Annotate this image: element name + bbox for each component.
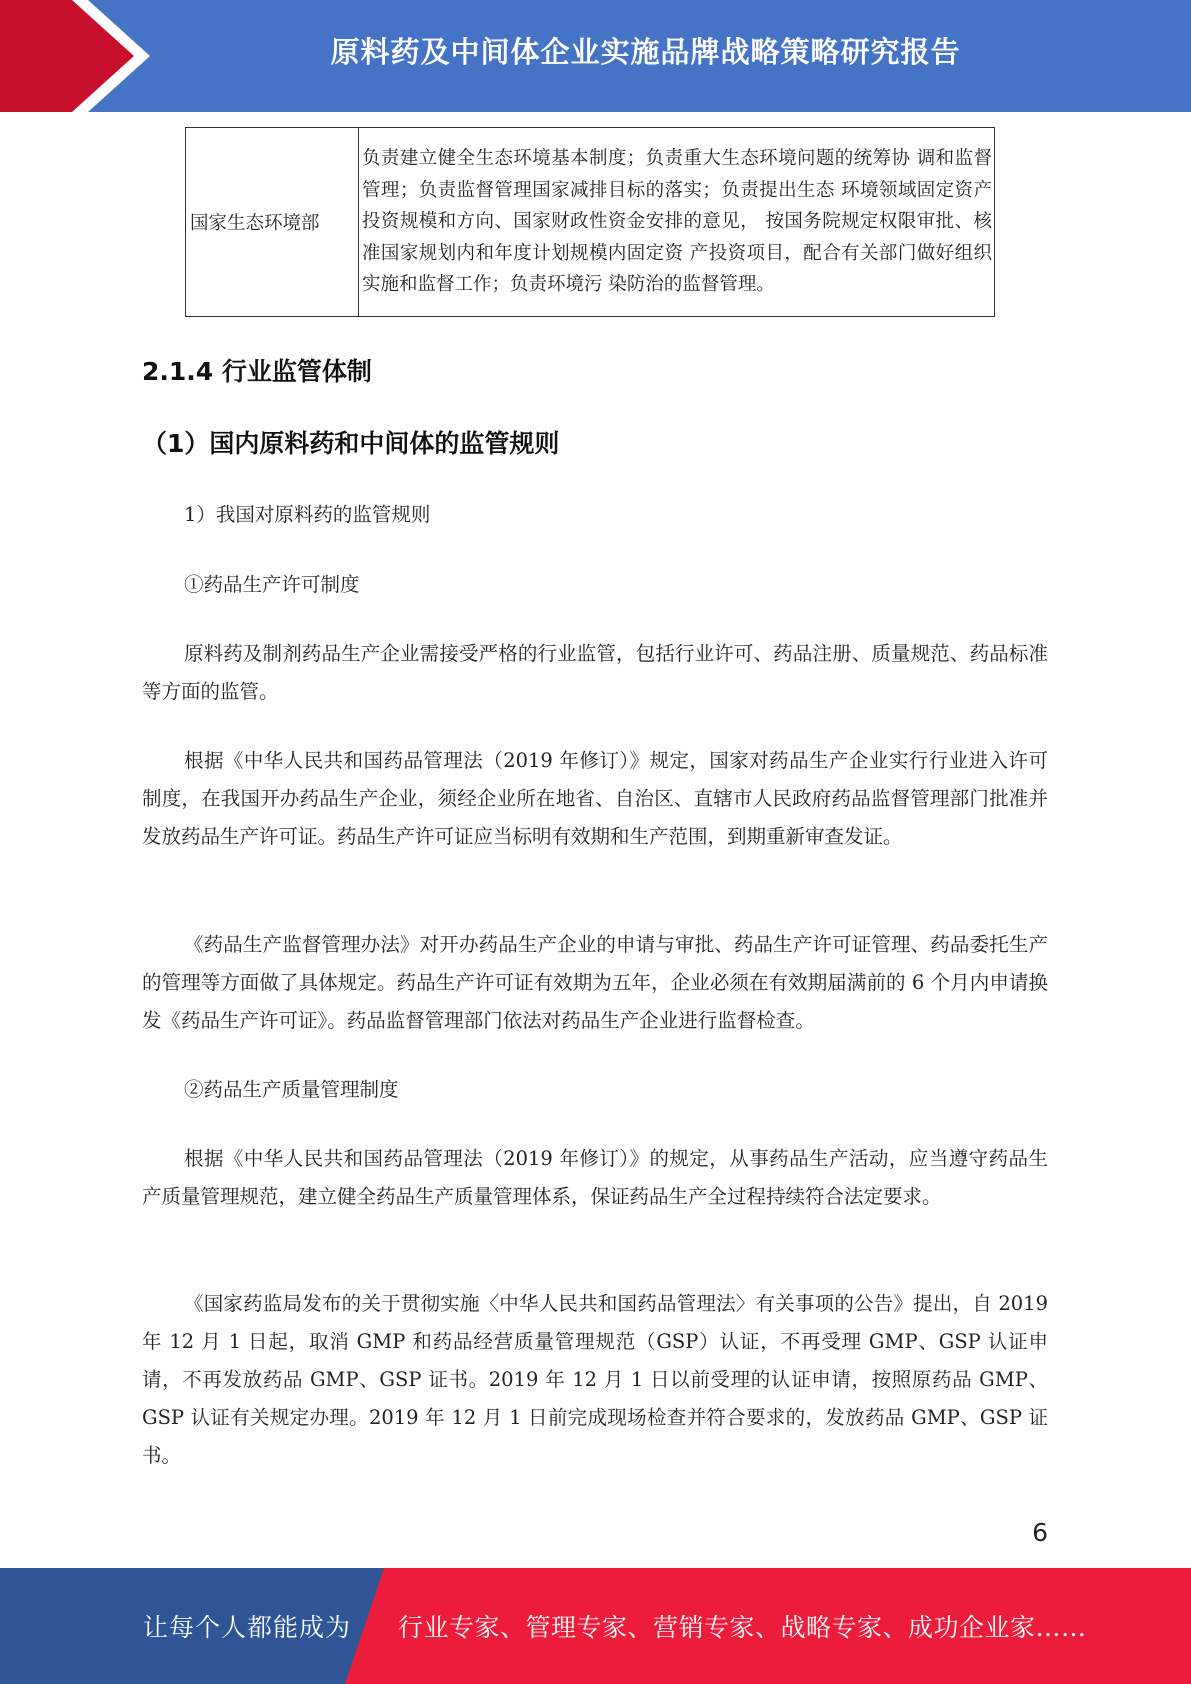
paragraph-regulation-overview: 原料药及制剂药品生产企业需接受严格的行业监管，包括行业许可、药品注册、质量规范、药品标准等方面的监管。: [142, 642, 1048, 703]
department-cell: 国家生态环境部: [186, 128, 359, 317]
paragraph-rule-title: 1）我国对原料药的监管规则: [184, 503, 431, 526]
duties-cell: 负责建立健全生态环境基本制度；负责重大生态环境问题的统筹协 调和监督管理；负责监督管理国家减排目标的落实；负责提出生态 环境领域固定资产投资规模和方向、国家财政性资金安排的意见， 按国务院规定权限审批、核准国家规划内和年度计划规模内固定资 产投资项目，配合有关部门做好组织实施和监督工作；负责环境污 染防治的监督管理。: [359, 128, 995, 317]
page-number: 6: [1032, 1518, 1048, 1547]
paragraph-gmp-requirement: 根据《中华人民共和国药品管理法（2019 年修订）》的规定，从事药品生产活动，应当遵守药品生产质量管理规范，建立健全药品生产质量管理体系，保证药品生产全过程持续符合法定要求。: [142, 1147, 1048, 1208]
subsection-heading: （1）国内原料药和中间体的监管规则: [142, 429, 560, 458]
responsibility-table: [185, 127, 995, 317]
footer-slogan-right: 行业专家、管理专家、营销专家、战略专家、成功企业家……: [398, 1613, 1087, 1642]
page-header: [0, 0, 1191, 112]
paragraph-license-system: ①药品生产许可制度: [184, 573, 360, 596]
page-footer: [0, 1568, 1191, 1684]
paragraph-quality-system: ②药品生产质量管理制度: [184, 1078, 399, 1101]
paragraph-gmp-gsp-announcement: 《国家药监局发布的关于贯彻实施〈中华人民共和国药品管理法〉有关事项的公告》提出，自 2019 年 12 月 1 日起，取消 GMP 和药品经营质量管理规范（GSP）认证，不再受理 GMP、GSP 认证申请，不再发放药品 GMP、GSP 证书。2019 年 12 月 1 日以前受理的认证申请，按照原药品 GMP、GSP 认证有关规定办理。2019 年 12 月 1 日前完成现场检查并符合要求的，发放药品 GMP、GSP 证书。: [142, 1292, 1048, 1467]
section-heading: 2.1.4 行业监管体制: [142, 357, 372, 386]
table-row: [186, 128, 995, 317]
footer-slogan-left: 让每个人都能成为: [143, 1613, 352, 1642]
paragraph-drug-law-license: 根据《中华人民共和国药品管理法（2019 年修订）》规定，国家对药品生产企业实行行业进入许可制度，在我国开办药品生产企业，须经企业所在地省、自治区、直辖市人民政府药品监督管理部门批准并发放药品生产许可证。药品生产许可证应当标明有效期和生产范围，到期重新审查发证。: [142, 749, 1048, 848]
report-title: 原料药及中间体企业实施品牌战略策略研究报告: [330, 34, 961, 69]
paragraph-supervision-measures: 《药品生产监督管理办法》对开办药品生产企业的申请与审批、药品生产许可证管理、药品委托生产的管理等方面做了具体规定。药品生产许可证有效期为五年，企业必须在有效期届满前的 6 个月内申请换发《药品生产许可证》。药品监督管理部门依法对药品生产企业进行监督检查。: [142, 933, 1048, 1032]
header-red-chevron: [0, 0, 160, 112]
